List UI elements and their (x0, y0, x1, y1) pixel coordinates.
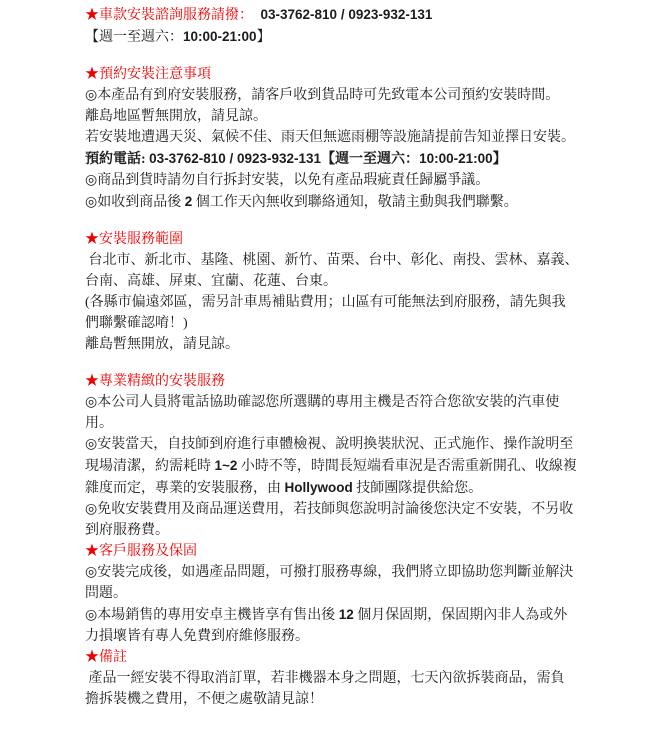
text-line (85, 499, 645, 520)
heading-professional-install (85, 371, 645, 392)
text-segment: 10:00-21:00 (419, 151, 493, 166)
heading-reservation-notes (85, 64, 645, 85)
text-line (85, 520, 645, 541)
text-segment: ◎商品到貨時請勿自行拆封安裝，以免有產品瑕疵責任歸屬爭議。 (85, 173, 490, 188)
text-segment: 產品一經安裝不得取消訂單，若非機器本身之問題，七天內欲拆裝商品，需負 (85, 671, 565, 686)
text-line (85, 477, 645, 499)
text-segment: 個月保固期，保固期內非人為或外 (353, 608, 568, 623)
text-segment: 2 (184, 194, 193, 209)
text-line (85, 413, 645, 434)
phone-consult-line (85, 4, 645, 26)
text-line (85, 271, 645, 292)
section-gap (85, 213, 645, 229)
text-segment: 10:00-21:00 (183, 29, 257, 44)
heading-text-segment: ★預約安裝注意事項 (85, 67, 211, 82)
text-segment: 問題。 (85, 586, 127, 601)
text-line (85, 668, 645, 689)
text-segment: 台北市、新北市、基隆、桃園、新竹、苗栗、台中、彰化、南投、雲林、嘉義、 (85, 253, 579, 268)
text-segment: ◎本公司人員將電話協助確認您所選購的專用主機是否符合您欲安裝的汽車使 (85, 395, 560, 410)
text-line (85, 392, 645, 413)
text-segment: 】 (492, 152, 507, 167)
text-segment: 】 (256, 30, 271, 45)
text-segment: 技師團隊提供給您。 (352, 481, 483, 496)
text-segment: 用。 (85, 416, 113, 431)
heading-text-segment: ★安裝服務範圍 (85, 232, 183, 247)
section-gap (85, 355, 645, 371)
text-segment: 【週一至週六： (321, 152, 420, 167)
text-line (85, 191, 645, 213)
heading-text-segment: ★專業精緻的安裝服務 (85, 374, 225, 389)
section-gap (85, 48, 645, 64)
text-segment: 們聯繫確認唷！) (85, 316, 188, 331)
text-line (85, 170, 645, 191)
text-line (85, 604, 645, 626)
text-line (85, 583, 645, 604)
text-segment: ◎安裝完成後，如遇產品問題，可撥打服務專線，我們將立即協助您判斷並解決 (85, 565, 574, 580)
text-line (85, 434, 645, 455)
text-segment: 擔拆裝機之費用，不便之處敬請見諒！ (85, 692, 323, 707)
heading-customer-service-warranty (85, 541, 645, 562)
heading-remarks (85, 647, 645, 668)
text-segment: 12 (338, 607, 354, 622)
text-segment: 雜度而定，專業的安裝服務，由 (85, 481, 285, 496)
text-line (85, 106, 645, 127)
text-segment: 離島地區暫無開放，請見諒。 (85, 109, 267, 124)
text-segment: 1~2 (214, 458, 238, 473)
text-line (85, 292, 645, 313)
heading-text-segment: ★備註 (85, 650, 127, 665)
text-line (85, 689, 645, 710)
text-segment: 03-3762-810 / 0923-932-131 (149, 151, 322, 166)
text-segment: 到府服務費。 (85, 523, 169, 538)
text-segment: 預約電話: (85, 152, 150, 167)
text-segment: (各縣市偏遠郊區，需另計車馬補貼費用；山區有可能無法到府服務，請先與我 (85, 295, 566, 310)
text-line (85, 334, 645, 355)
text-segment: 力損壞皆有專人免費到府維修服務。 (85, 629, 309, 644)
text-segment: 現場清潔，約需耗時 (85, 459, 215, 474)
text-line (85, 562, 645, 583)
text-segment: ◎本場銷售的專用安卓主機皆享有售出後 (85, 608, 339, 623)
text-segment: 小時不等，時間長短端看車況是否需重新開孔、收線複 (237, 459, 577, 474)
text-line (85, 127, 645, 148)
text-line (85, 250, 645, 271)
text-segment: ◎安裝當天，自技師到府進行車體檢視、說明換裝狀況、正式施作、操作說明至 (85, 437, 574, 452)
text-segment: 個工作天內無收到聯絡通知，敬請主動與我們聯繫。 (192, 195, 518, 210)
text-line (85, 313, 645, 334)
business-hours-line (85, 26, 645, 48)
reservation-phone-line (85, 148, 645, 170)
text-segment: 【週一至週六： (85, 30, 183, 45)
heading-service-area (85, 229, 645, 250)
text-segment: ◎本產品有到府安裝服務，請客戶收到貨品時可先致電本公司預約安裝時間。 (85, 88, 560, 103)
text-line (85, 626, 645, 647)
text-segment: 若安裝地遭遇天災、氣候不佳、雨天但無遮雨棚等設施請提前告知並擇日安裝。 (85, 130, 575, 145)
text-segment: 台南、高雄、屏東、宜蘭、花蓮、台東。 (85, 274, 337, 289)
heading-text-segment: ★客戶服務及保固 (85, 544, 197, 559)
text-line (85, 455, 645, 477)
text-segment: ◎如收到商品後 (85, 195, 185, 210)
text-segment: Hollywood (284, 480, 353, 495)
heading-text-segment: ★車款安裝諮詢服務請撥： (85, 8, 253, 23)
text-segment: 03-3762-810 / 0923-932-131 (253, 7, 433, 22)
text-segment: ◎免收安裝費用及商品運送費用，若技師與您說明討論後您決定不安裝，不另收 (85, 502, 574, 517)
document-body (85, 4, 645, 710)
text-line (85, 85, 645, 106)
text-segment: 離島暫無開放，請見諒。 (85, 337, 239, 352)
